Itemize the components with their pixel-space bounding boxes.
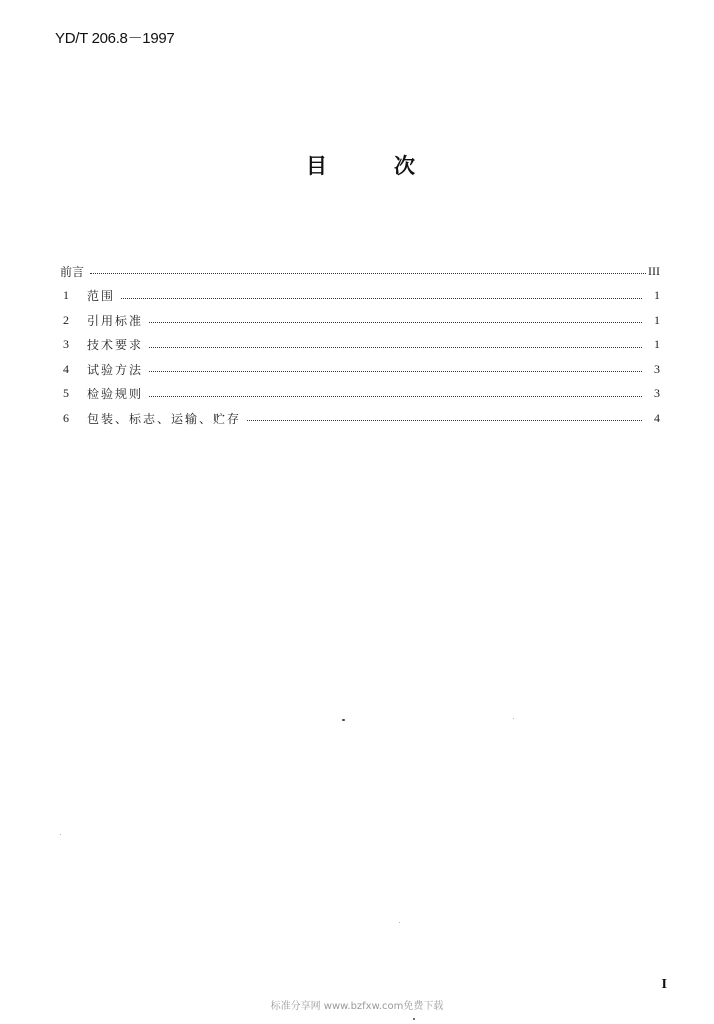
- dot-leader: [149, 395, 642, 397]
- scan-speck: [60, 834, 61, 835]
- toc-entry-6[interactable]: [60, 406, 660, 431]
- scan-speck: [513, 718, 514, 719]
- toc-title-char-1: 目: [306, 154, 327, 178]
- toc-entry-label: 范围: [87, 289, 116, 304]
- toc-entry-label: 包装、标志、运输、贮存: [87, 411, 242, 426]
- toc-entry-number: 6: [63, 410, 69, 425]
- toc-entry-label: 试验方法: [87, 362, 144, 377]
- toc-entry-page: III: [648, 263, 660, 278]
- toc-entry-preface[interactable]: [60, 259, 660, 284]
- toc-entry-label: 前言: [60, 264, 85, 279]
- dot-leader: [90, 272, 646, 274]
- toc-entry-1[interactable]: [60, 284, 660, 309]
- toc-entry-5[interactable]: [60, 382, 660, 407]
- watermark: 标准分享网 www.bzfxw.com免费下载: [270, 1001, 444, 1012]
- page-number: I: [661, 977, 667, 992]
- toc-entry-label: 检验规则: [87, 387, 144, 402]
- toc-entry-3[interactable]: [60, 333, 660, 358]
- dot-leader: [149, 370, 642, 372]
- scan-speck: [342, 719, 345, 721]
- toc-entry-number: 4: [63, 361, 69, 376]
- toc-entry-2[interactable]: [60, 308, 660, 333]
- toc-entry-page: 1: [654, 312, 660, 327]
- toc-title-char-2: 次: [394, 154, 415, 178]
- toc-entry-page: 1: [654, 288, 660, 303]
- toc-entry-number: 2: [63, 312, 69, 327]
- scan-speck: [413, 1018, 415, 1020]
- toc-entry-4[interactable]: [60, 357, 660, 382]
- dot-leader: [149, 321, 642, 323]
- toc-entry-page: 1: [654, 337, 660, 352]
- toc-entry-label: 引用标准: [87, 313, 144, 328]
- toc-entry-number: 1: [63, 288, 69, 303]
- standard-code: YD/T 206.8－1997: [55, 30, 175, 47]
- toc-entry-number: 5: [63, 386, 69, 401]
- toc-entry-page: 4: [654, 410, 660, 425]
- toc-entry-number: 3: [63, 337, 69, 352]
- table-of-contents: [60, 259, 660, 431]
- scan-speck: [399, 922, 400, 923]
- dot-leader: [247, 419, 642, 421]
- toc-entry-label: 技术要求: [87, 338, 144, 353]
- toc-entry-page: 3: [654, 361, 660, 376]
- dot-leader: [149, 346, 642, 348]
- dot-leader: [121, 297, 642, 299]
- toc-entry-page: 3: [654, 386, 660, 401]
